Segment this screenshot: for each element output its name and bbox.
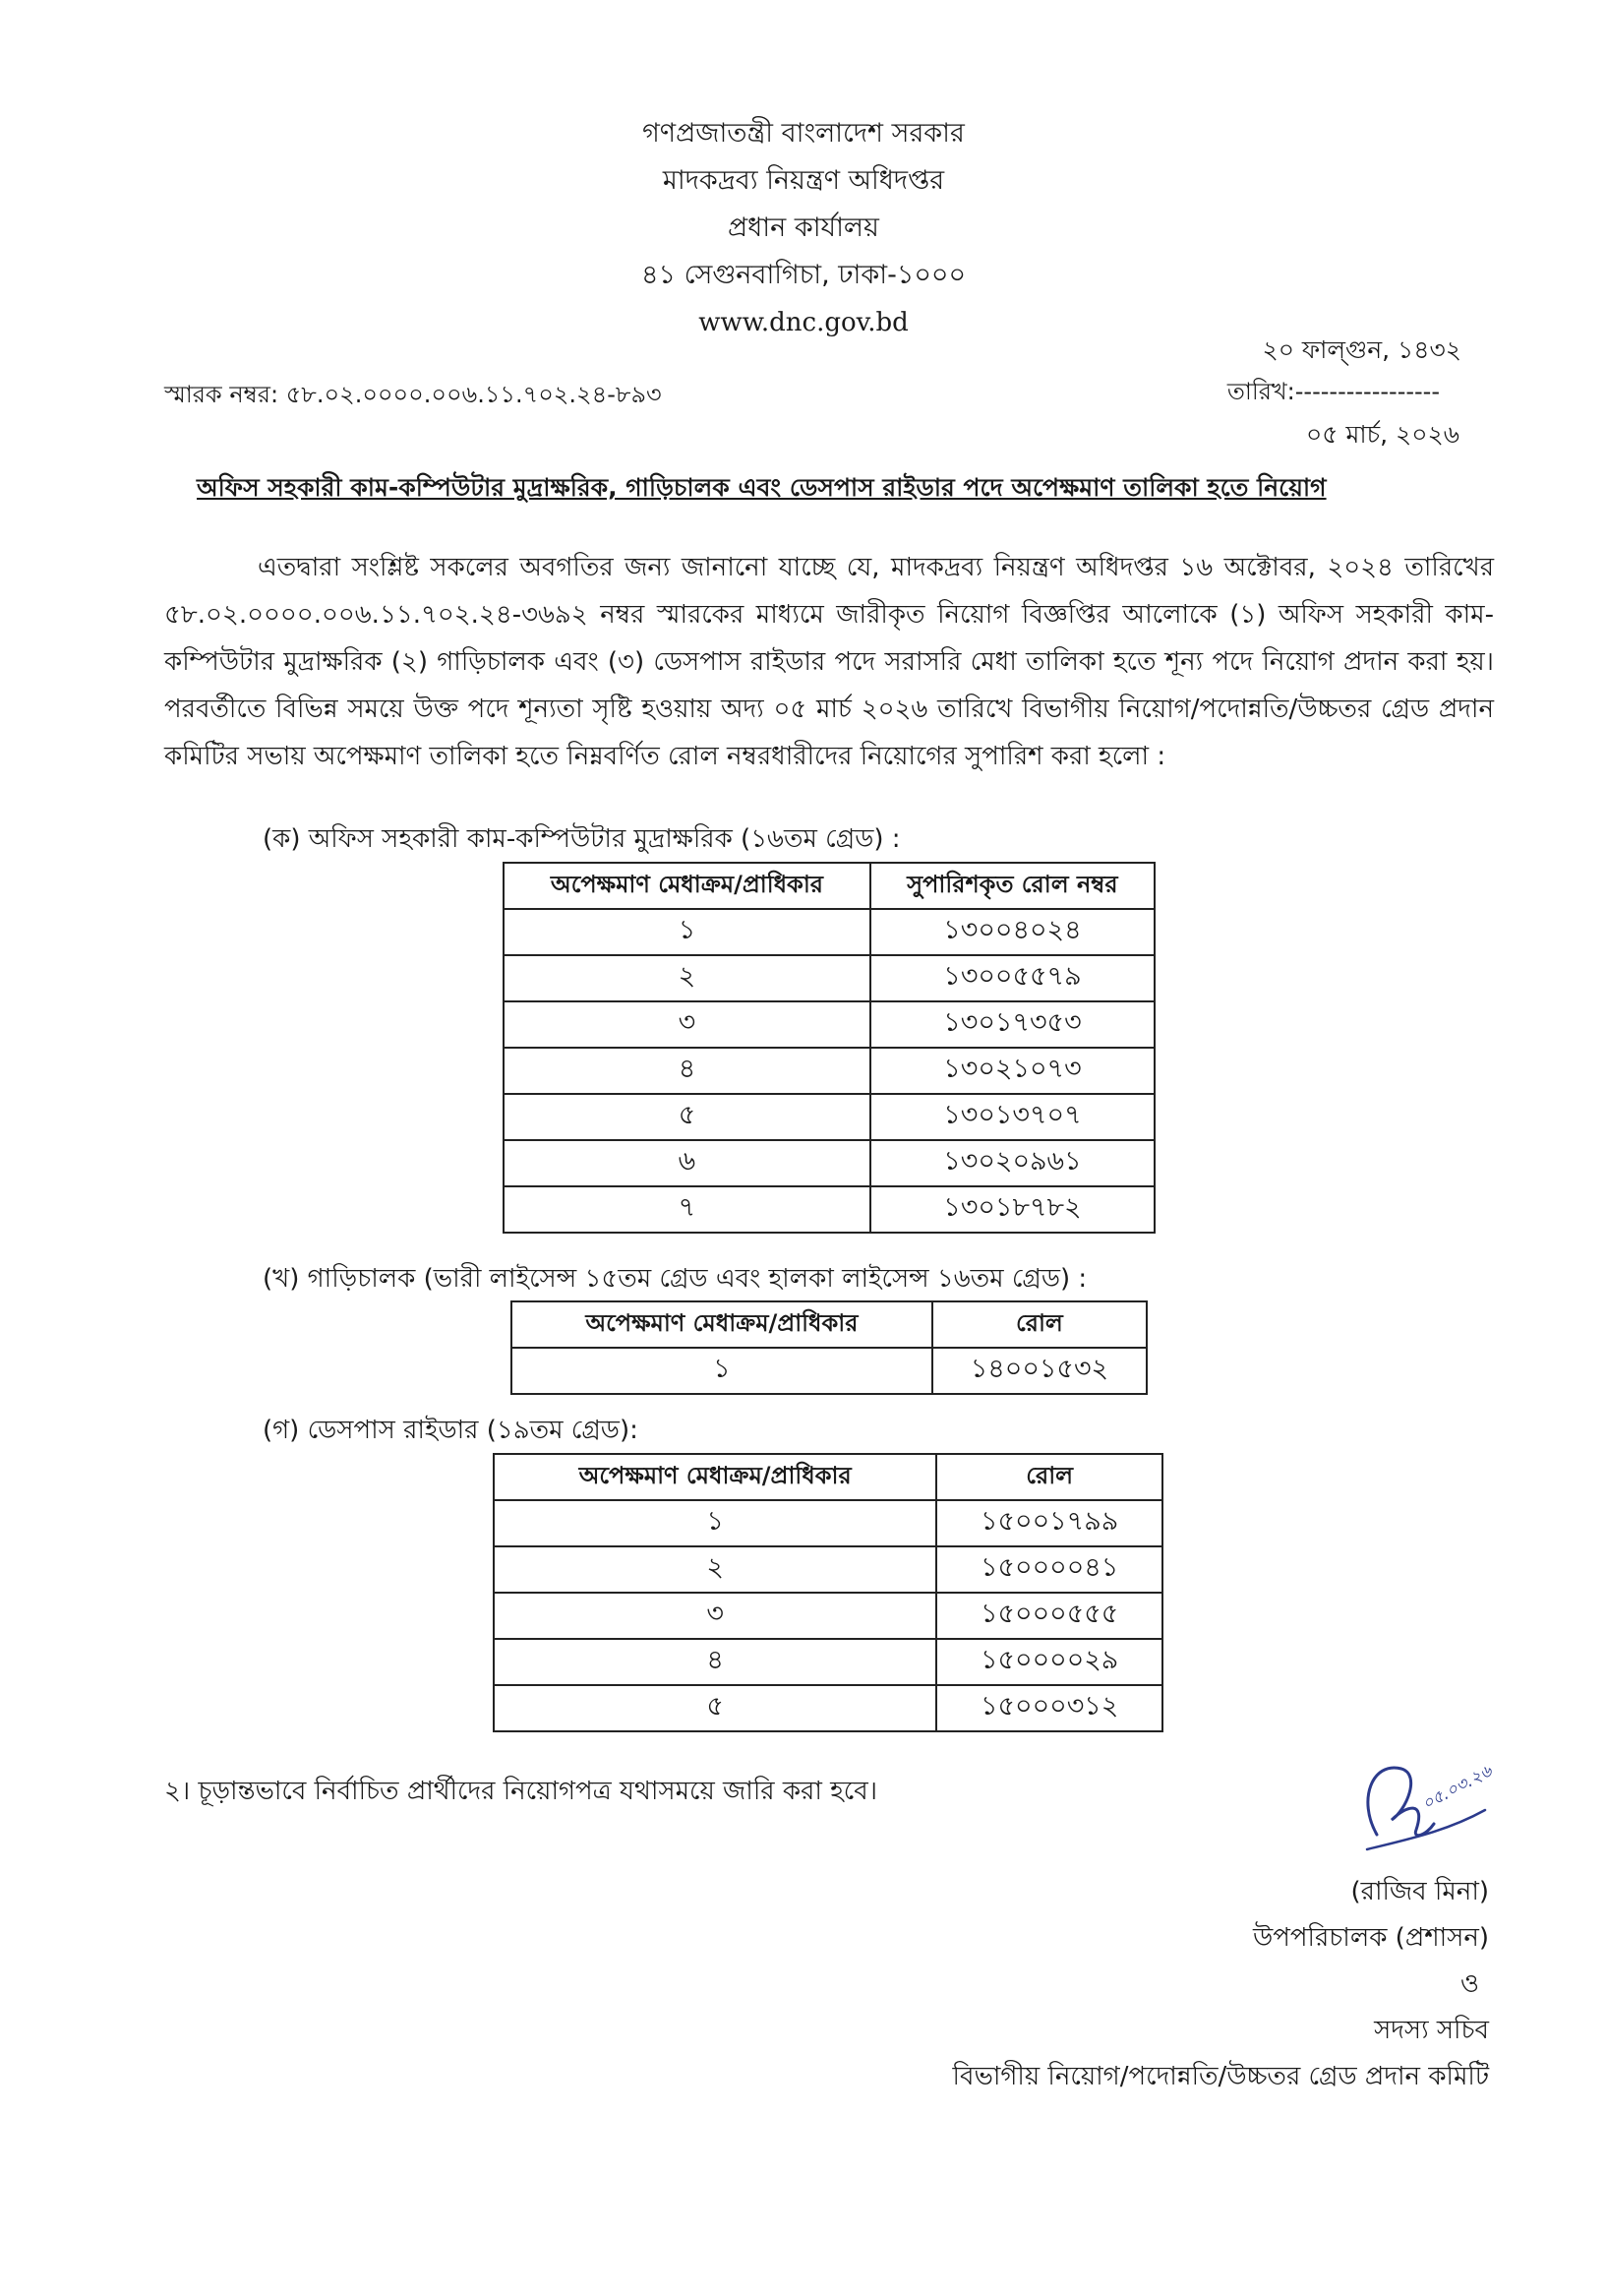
memo-number: স্মারক নম্বর: ৫৮.০২.০০০০.০০৬.১১.৭০২.২৪-৮৯৩: [164, 381, 662, 408]
signatory-designation: উপপরিচালক (প্রশাসন): [1252, 1923, 1489, 1953]
rank-cell: ৫: [494, 1685, 936, 1731]
roll-cell: ১৩০১৩৭০৭: [870, 1094, 1155, 1140]
table-row: [504, 1186, 1155, 1233]
letterhead: [0, 110, 1607, 346]
roll-cell: ১৪০০১৫৩২: [932, 1348, 1147, 1394]
table-row: [504, 1094, 1155, 1140]
office-address: ৪১ সেগুনবাগিচা, ঢাকা-১০০০: [640, 260, 967, 290]
government-name: গণপ্রজাতন্ত্রী বাংলাদেশ সরকার: [642, 118, 965, 149]
date-label: তারিখ:-----------------: [1226, 378, 1440, 405]
column-header-roll: রোল: [932, 1301, 1147, 1348]
rank-cell: ৬: [504, 1140, 870, 1186]
table-row: [504, 1048, 1155, 1094]
table-row: [494, 1500, 1162, 1546]
column-header-rank: অপেক্ষমাণ মেধাক্রম/প্রাধিকার: [511, 1301, 932, 1348]
website-link[interactable]: www.dnc.gov.bd: [698, 308, 909, 337]
table-header-row: [494, 1454, 1162, 1500]
roll-cell: ১৫০০০০২৯: [936, 1639, 1162, 1685]
table-row: [504, 955, 1155, 1001]
table-row: [504, 1140, 1155, 1186]
closing-paragraph: ২। চূড়ান্তভাবে নির্বাচিত প্রার্থীদের নিয়োগপত্র যথাসময়ে জারি করা হবে।: [164, 1777, 878, 1806]
column-header-roll: সুপারিশকৃত রোল নম্বর: [870, 863, 1155, 909]
signatory-committee: বিভাগীয় নিয়োগ/পদোন্নতি/উচ্চতর গ্রেড প্রদান কমিটি: [952, 2062, 1489, 2091]
signature-date: ০৫.০৩.২৬: [1418, 1761, 1495, 1815]
driver-table: [510, 1300, 1148, 1395]
rank-cell: ১: [511, 1348, 932, 1394]
column-header-roll: রোল: [936, 1454, 1162, 1500]
signatory-role: সদস্য সচিব: [1374, 2016, 1489, 2045]
table-row: [494, 1685, 1162, 1731]
column-header-rank: অপেক্ষমাণ মেধাক্রম/প্রাধিকার: [504, 863, 870, 909]
subject-line: অফিস সহকারী কাম-কম্পিউটার মুদ্রাক্ষরিক, গাড়িচালক এবং ডেসপাস রাইডার পদে অপেক্ষমাণ তালিকা হতে নিয়োগ: [197, 473, 1327, 502]
rank-cell: ২: [504, 955, 870, 1001]
table-row: [504, 1001, 1155, 1048]
table-row: [494, 1593, 1162, 1639]
rank-cell: ৩: [494, 1593, 936, 1639]
section-title-driver: (খ) গাড়িচালক (ভারী লাইসেন্স ১৫তম গ্রেড এবং হালকা লাইসেন্স ১৬তম গ্রেড) :: [263, 1264, 1088, 1294]
column-header-rank: অপেক্ষমাণ মেধাক্রম/প্রাধিকার: [494, 1454, 936, 1500]
handwritten-signature: [1347, 1741, 1495, 1869]
table-row: [511, 1348, 1147, 1394]
roll-cell: ১৩০২০৯৬১: [870, 1140, 1155, 1186]
table-row: [494, 1546, 1162, 1593]
rank-cell: ১: [504, 909, 870, 955]
rank-cell: ৫: [504, 1094, 870, 1140]
roll-cell: ১৫০০১৭৯৯: [936, 1500, 1162, 1546]
roll-cell: ১৩০২১০৭৩: [870, 1048, 1155, 1094]
office-name: প্রধান কার্যালয়: [728, 212, 879, 243]
roll-cell: ১৩০০৪০২৪: [870, 909, 1155, 955]
table-row: [494, 1639, 1162, 1685]
signatory-block: [953, 1869, 1489, 2100]
signatory-name: (রাজিব মিনা): [1350, 1877, 1489, 1906]
section-title-office-assistant: (ক) অফিস সহকারী কাম-কম্পিউটার মুদ্রাক্ষরিক (১৬তম গ্রেড) :: [263, 824, 901, 854]
roll-cell: ১৩০১৮৭৮২: [870, 1186, 1155, 1233]
date-bangla: ২০ ফাল্গুন, ১৪৩২: [1262, 335, 1461, 364]
office-assistant-table: [503, 862, 1156, 1234]
rank-cell: ৪: [504, 1048, 870, 1094]
date-gregorian: ০৫ মার্চ, ২০২৬: [1306, 420, 1459, 449]
section-title-despatch-rider: (গ) ডেসপাস রাইডার (১৯তম গ্রেড):: [263, 1416, 638, 1445]
signature-underline: [1367, 1810, 1485, 1849]
rank-cell: ২: [494, 1546, 936, 1593]
table-header-row: [511, 1301, 1147, 1348]
rank-cell: ৩: [504, 1001, 870, 1048]
rank-cell: ১: [494, 1500, 936, 1546]
roll-cell: ১৩০০৫৫৭৯: [870, 955, 1155, 1001]
roll-cell: ১৫০০০৫৫৫: [936, 1593, 1162, 1639]
rank-cell: ৭: [504, 1186, 870, 1233]
despatch-rider-table: [493, 1453, 1163, 1732]
signatory-conjunction: ও: [1459, 1969, 1479, 1999]
department-name: মাদকদ্রব্য নিয়ন্ত্রণ অধিদপ্তর: [662, 165, 945, 196]
roll-cell: ১৫০০০০৪১: [936, 1546, 1162, 1593]
table-header-row: [504, 863, 1155, 909]
body-paragraph: এতদ্বারা সংশ্লিষ্ট সকলের অবগতির জন্য জানানো যাচ্ছে যে, মাদকদ্রব্য নিয়ন্ত্রণ অধিদপ্তর ১৬ অক্টোবর, ২০২৪ তারিখের ৫৮.০২.০০০০.০০৬.১১.৭০২.২৪-৩৬৯২ নম্বর স্মারকের মাধ্যমে জারীকৃত নিয়োগ বিজ্ঞপ্তির আলোকে (১) অফিস সহকারী কাম-কম্পিউটার মুদ্রাক্ষরিক (২) গাড়িচালক এবং (৩) ডেসপাস রাইডার পদে সরাসরি মেধা তালিকা হতে শূন্য পদে নিয়োগ প্রদান করা হয়। পরবর্তীতে বিভিন্ন সময়ে উক্ত পদে শূন্যতা সৃষ্টি হওয়ায় অদ্য ০৫ মার্চ ২০২৬ তারিখে বিভাগীয় নিয়োগ/পদোন্নতি/উচ্চতর গ্রেড প্রদান কমিটির সভায় অপেক্ষমাণ তালিকা হতে নিম্নবর্ণিত রোল নম্বরধারীদের নিয়োগের সুপারিশ করা হলো :: [164, 553, 1494, 771]
table-row: [504, 909, 1155, 955]
roll-cell: ১৩০১৭৩৫৩: [870, 1001, 1155, 1048]
roll-cell: ১৫০০০৩১২: [936, 1685, 1162, 1731]
rank-cell: ৪: [494, 1639, 936, 1685]
